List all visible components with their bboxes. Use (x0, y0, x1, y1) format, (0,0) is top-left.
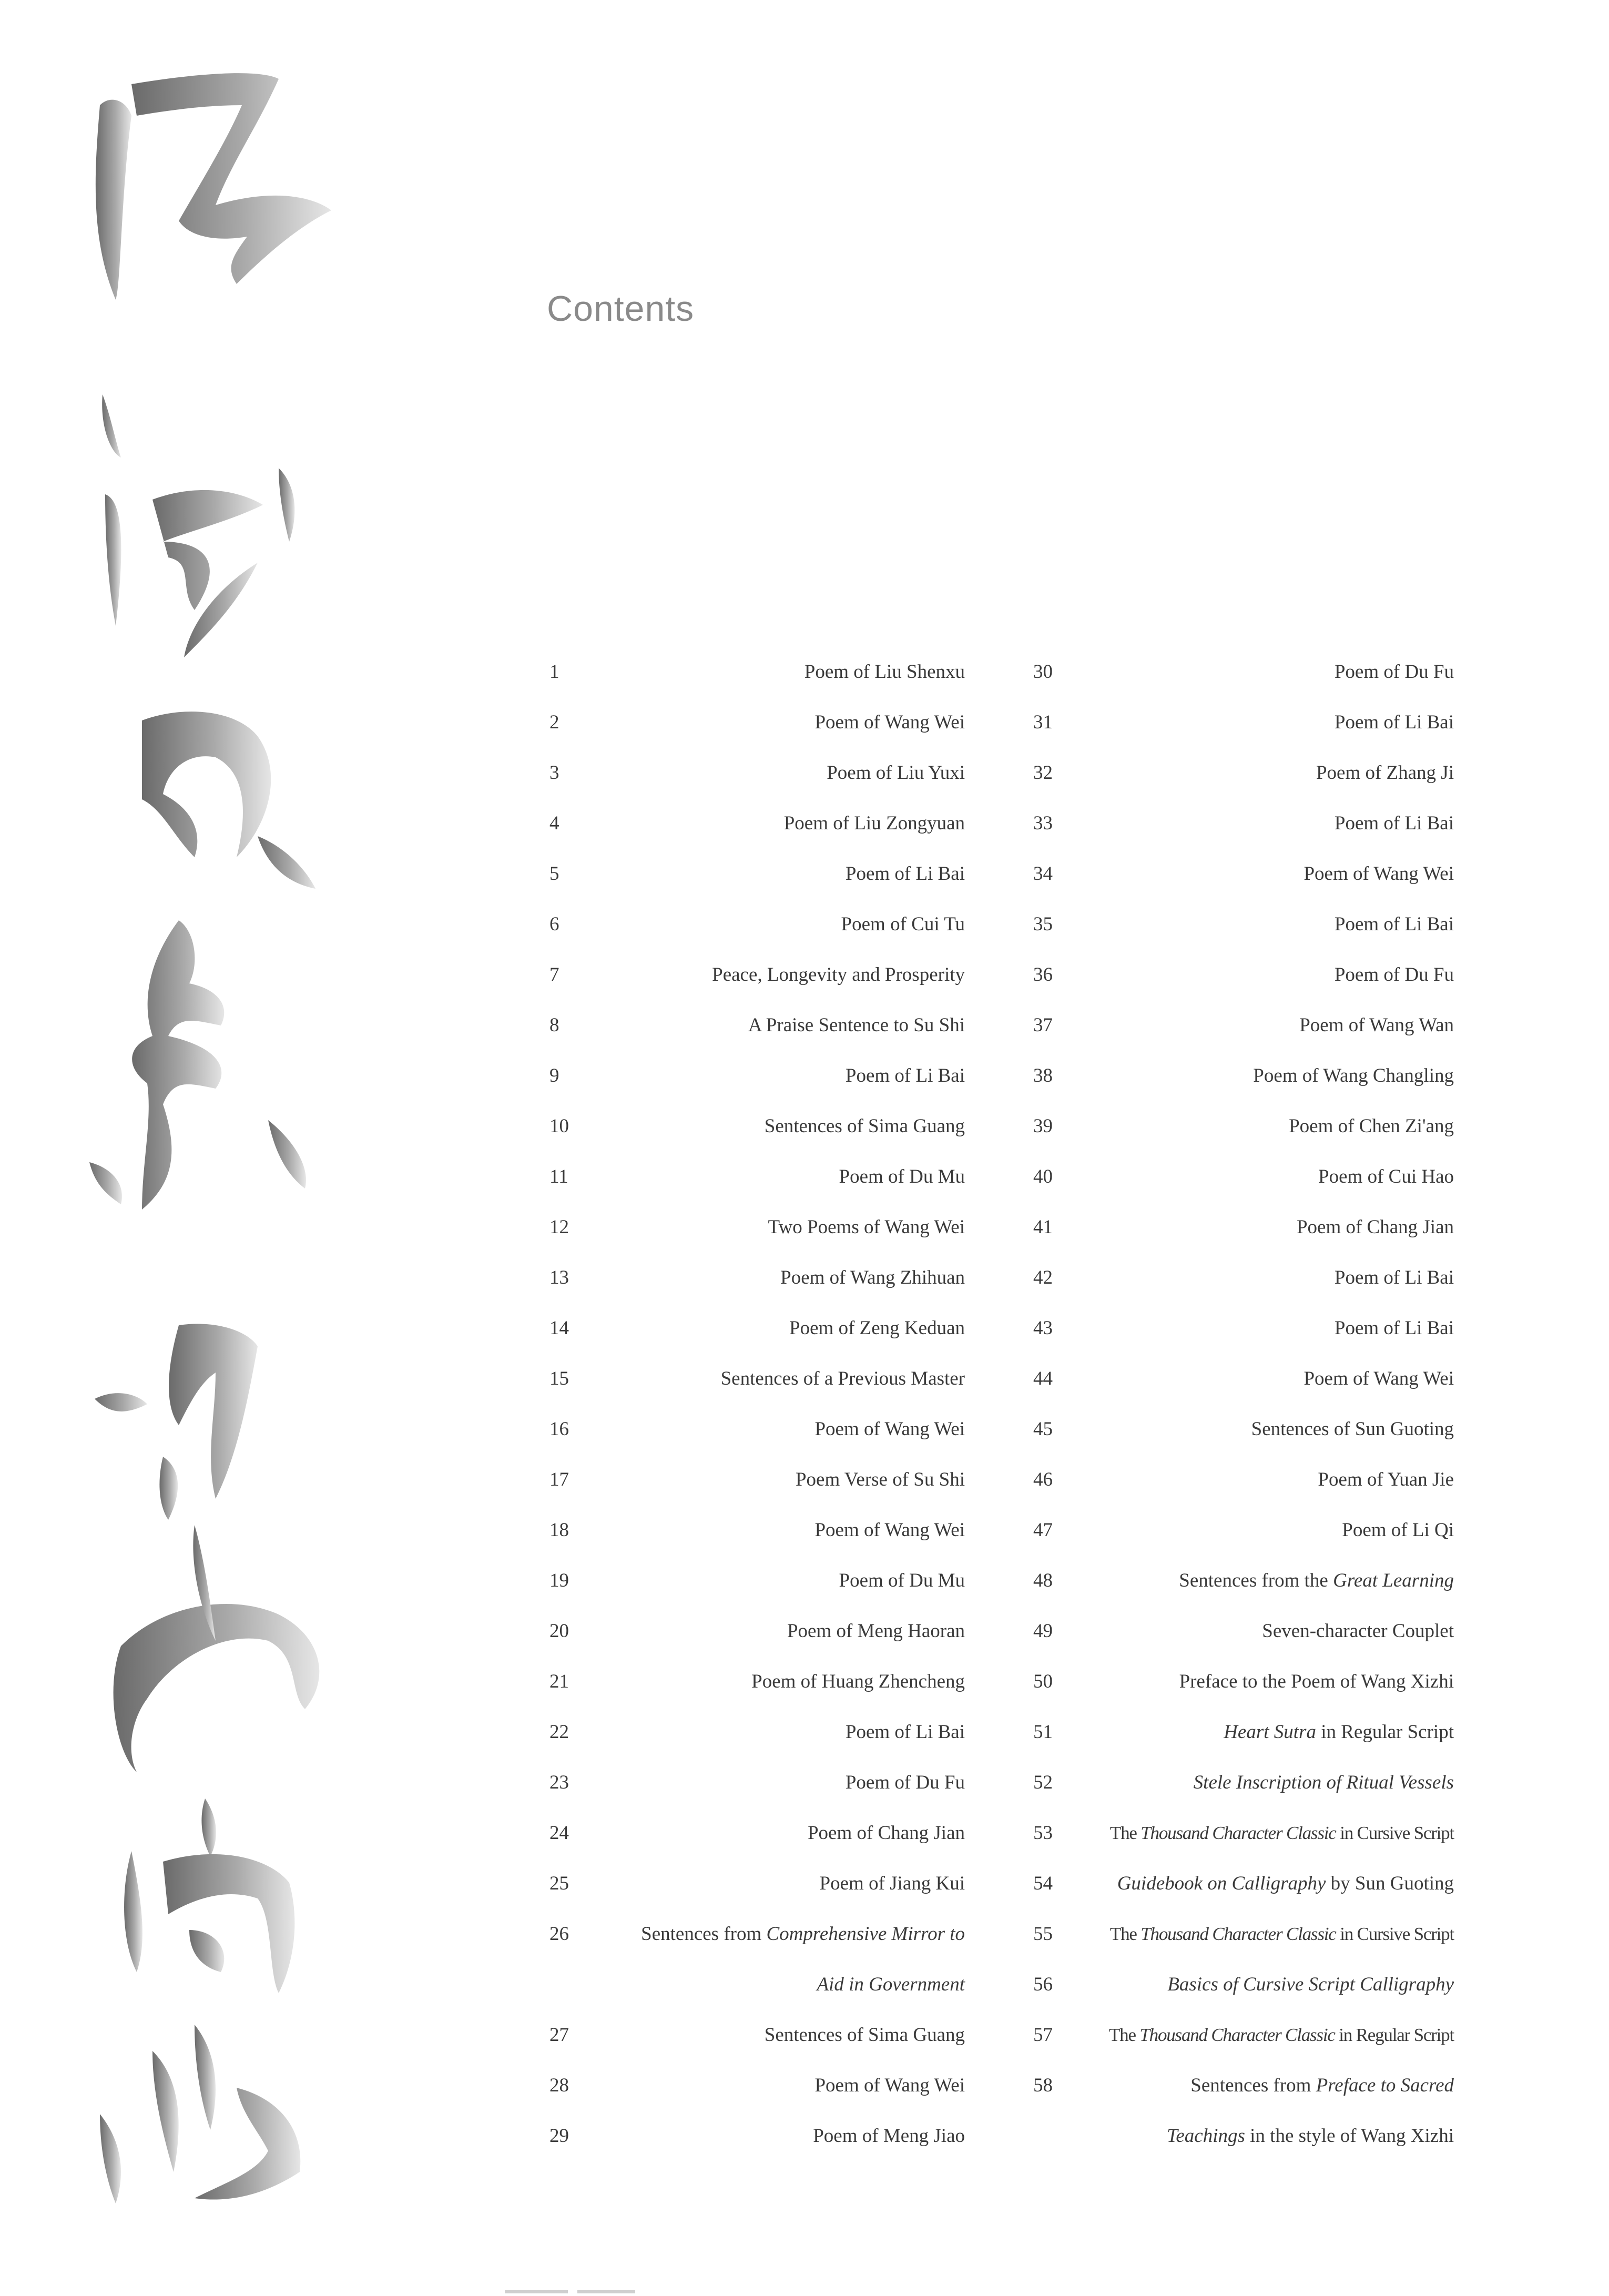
toc-entry-number: 47 (1033, 1519, 1053, 1541)
toc-title-italic: Teachings (1167, 2125, 1245, 2147)
toc-entry-title: Poem of Li Bai (1334, 712, 1454, 733)
toc-entry-number: 42 (1033, 1267, 1053, 1288)
toc-entry (1033, 899, 1454, 950)
toc-entry-title: Poem of Du Fu (1334, 964, 1454, 986)
toc-entry-number: 38 (1033, 1065, 1053, 1086)
toc-entry (549, 1202, 965, 1253)
toc-entry-title: Poem of Huang Zhencheng (751, 1671, 965, 1692)
toc-title-italic: Preface to Sacred (1316, 2075, 1454, 2096)
toc-entry-title: Poem of Wang Wei (814, 2075, 965, 2096)
toc-entry (549, 849, 965, 899)
toc-entry (549, 1253, 965, 1303)
toc-entry (549, 1657, 965, 1707)
toc-entry-title: Poem of Liu Shenxu (804, 661, 965, 683)
toc-entry (549, 2111, 965, 2161)
toc-entry-number: 24 (549, 1822, 569, 1844)
toc-entry (549, 1101, 965, 1152)
toc-title-italic: Aid in Government (817, 1974, 965, 1995)
toc-entry-title (1194, 1757, 1454, 1808)
toc-entry (1033, 1606, 1454, 1657)
toc-entry-title: Poem of Wang Changling (1253, 1065, 1454, 1086)
toc-entry-number: 28 (549, 2075, 569, 2096)
toc-entry-title: Seven-character Couplet (1262, 1620, 1454, 1642)
toc-entry-number: 50 (1033, 1671, 1053, 1692)
page-title: Contents (547, 289, 695, 329)
toc-entry-number: 15 (549, 1368, 569, 1389)
calligraphy-artwork (58, 37, 352, 2235)
toc-entry-number: 34 (1033, 863, 1053, 885)
toc-entry-title: A Praise Sentence to Su Shi (748, 1014, 965, 1036)
toc-entry (1033, 1354, 1454, 1404)
toc-entry-number: 22 (549, 1721, 569, 1743)
toc-entry (1033, 1858, 1454, 1909)
toc-entry-title: Poem Verse of Su Shi (795, 1469, 965, 1490)
toc-entry (1033, 1253, 1454, 1303)
toc-entry-number: 20 (549, 1620, 569, 1642)
toc-title-italic: Thousand Character Classic (1140, 1823, 1336, 1843)
toc-entry (1033, 1959, 1454, 2010)
toc-entry-title: Poem of Du Fu (1334, 661, 1454, 683)
toc-entry (549, 1505, 965, 1556)
toc-entry-number: 25 (549, 1873, 569, 1894)
toc-entry (549, 899, 965, 950)
toc-entry-title: Sentences of Sun Guoting (1251, 1418, 1454, 1440)
toc-entry-title (1117, 1858, 1454, 1909)
toc-entry-number: 7 (549, 964, 559, 986)
toc-title-text: The (1109, 2025, 1140, 2045)
toc-entry (1033, 2060, 1454, 2111)
toc-entry (1033, 2111, 1454, 2161)
toc-entry-number: 57 (1033, 2024, 1053, 2046)
toc-entry-number: 17 (549, 1469, 569, 1490)
toc-title-text: in the style of Wang Xizhi (1245, 2125, 1454, 2147)
toc-entry (1033, 1808, 1454, 1858)
toc-entry (1033, 1404, 1454, 1455)
toc-entry (549, 1051, 965, 1101)
toc-entry-number: 9 (549, 1065, 559, 1086)
toc-entry-title: Poem of Li Bai (845, 1065, 965, 1086)
toc-entry (549, 1152, 965, 1202)
toc-entry-title: Poem of Cui Tu (841, 913, 965, 935)
toc-title-text: Sentences from the (1179, 1570, 1333, 1591)
toc-entry (1033, 1051, 1454, 1101)
toc-entry-title: Peace, Longevity and Prosperity (712, 964, 965, 986)
toc-entry-number: 36 (1033, 964, 1053, 986)
toc-entry-number: 53 (1033, 1822, 1053, 1844)
toc-entry (1033, 1000, 1454, 1051)
toc-entry-number: 54 (1033, 1873, 1053, 1894)
toc-entry-title (817, 1959, 965, 2010)
toc-entry-number: 43 (1033, 1317, 1053, 1339)
toc-entry-title: Two Poems of Wang Wei (768, 1216, 965, 1238)
toc-entry-title: Poem of Li Bai (1334, 1317, 1454, 1339)
toc-entry (549, 1808, 965, 1858)
toc-entry-number: 32 (1033, 762, 1053, 784)
toc-entry-title (1110, 1909, 1454, 1959)
toc-entry-number: 40 (1033, 1166, 1053, 1187)
toc-entry (1033, 748, 1454, 798)
toc-entry-title: Poem of Chang Jian (807, 1822, 965, 1844)
toc-entry-title: Poem of Yuan Jie (1318, 1469, 1454, 1490)
toc-entry (549, 1000, 965, 1051)
toc-entry (549, 950, 965, 1000)
toc-entry (549, 1909, 965, 1959)
toc-title-italic: Great Learning (1333, 1570, 1454, 1591)
toc-entry-number: 44 (1033, 1368, 1053, 1389)
toc-entry (549, 1757, 965, 1808)
toc-entry-number: 19 (549, 1570, 569, 1591)
toc-entry (1033, 950, 1454, 1000)
toc-entry (1033, 1757, 1454, 1808)
toc-entry-number: 41 (1033, 1216, 1053, 1238)
toc-entry (549, 1959, 965, 2010)
toc-entry-title: Poem of Du Mu (839, 1166, 965, 1187)
toc-entry-number: 2 (549, 712, 559, 733)
toc-title-text: The (1109, 1924, 1141, 1944)
toc-entry (549, 1707, 965, 1757)
toc-entry (1033, 1202, 1454, 1253)
toc-entry (1033, 1909, 1454, 1959)
toc-entry-title: Poem of Li Bai (845, 863, 965, 885)
toc-entry-number: 58 (1033, 2075, 1053, 2096)
toc-entry-title (1110, 1808, 1454, 1858)
toc-entry-title: Poem of Liu Zongyuan (783, 812, 965, 834)
toc-entry-number: 5 (549, 863, 559, 885)
toc-right-column (1033, 647, 1454, 2161)
toc-entry-title: Poem of Jiang Kui (819, 1873, 965, 1894)
toc-entry-number: 8 (549, 1014, 559, 1036)
toc-entry (549, 2060, 965, 2111)
toc-entry-number: 48 (1033, 1570, 1053, 1591)
toc-entry-title: Sentences of a Previous Master (720, 1368, 965, 1389)
toc-title-italic: Comprehensive Mirror to (766, 1923, 965, 1945)
toc-entry-number: 49 (1033, 1620, 1053, 1642)
toc-entry-number: 35 (1033, 913, 1053, 935)
toc-title-text: in Cursive Script (1336, 1924, 1454, 1944)
toc-entry-title: Poem of Liu Yuxi (827, 762, 965, 784)
toc-entry (549, 697, 965, 748)
toc-entry-number: 45 (1033, 1418, 1053, 1440)
toc-entry-title: Poem of Li Qi (1342, 1519, 1454, 1541)
toc-entry-number: 12 (549, 1216, 569, 1238)
toc-title-text: Sentences from (641, 1923, 767, 1945)
toc-title-text: in Regular Script (1335, 2025, 1454, 2045)
toc-entry-title: Poem of Du Mu (839, 1570, 965, 1591)
toc-entry (1033, 1657, 1454, 1707)
toc-entry-title (1109, 2010, 1454, 2060)
toc-entry-title: Poem of Wang Wei (814, 1418, 965, 1440)
footer-decoration (505, 2287, 652, 2291)
toc-entry-title: Poem of Meng Jiao (813, 2125, 965, 2147)
toc-entry-number: 23 (549, 1772, 569, 1793)
toc-entry (549, 1858, 965, 1909)
toc-title-text: by Sun Guoting (1326, 1873, 1454, 1894)
toc-title-italic: Guidebook on Calligraphy (1117, 1873, 1326, 1894)
toc-entry-number: 13 (549, 1267, 569, 1288)
toc-entry-number: 30 (1033, 661, 1053, 683)
toc-entry-title: Poem of Li Bai (1334, 913, 1454, 935)
toc-entry-title: Poem of Meng Haoran (787, 1620, 965, 1642)
toc-title-italic: Basics of Cursive Script Calligraphy (1167, 1974, 1454, 1995)
toc-entry-title (641, 1909, 965, 1959)
toc-entry (549, 1354, 965, 1404)
toc-entry-title: Poem of Cui Hao (1318, 1166, 1454, 1187)
toc-entry-title: Poem of Wang Wei (814, 1519, 965, 1541)
toc-entry (549, 1303, 965, 1354)
toc-entry (1033, 798, 1454, 849)
toc-entry-number: 51 (1033, 1721, 1053, 1743)
toc-entry-title (1167, 1959, 1454, 2010)
toc-entry (1033, 849, 1454, 899)
toc-entry-title: Poem of Wang Zhihuan (780, 1267, 965, 1288)
toc-entry-number: 56 (1033, 1974, 1053, 1995)
toc-entry (549, 748, 965, 798)
toc-entry-number: 26 (549, 1923, 569, 1945)
toc-entry-title: Poem of Chang Jian (1296, 1216, 1454, 1238)
toc-entry-title (1224, 1707, 1454, 1757)
toc-title-italic: Heart Sutra (1224, 1721, 1316, 1743)
toc-entry (1033, 1556, 1454, 1606)
toc-title-italic: Thousand Character Classic (1139, 2025, 1335, 2045)
toc-entry (549, 2010, 965, 2060)
toc-entry (1033, 1707, 1454, 1757)
toc-entry (549, 1606, 965, 1657)
toc-entry-title: Sentences of Sima Guang (764, 2024, 965, 2046)
toc-entry-title: Poem of Li Bai (1334, 812, 1454, 834)
toc-entry-title: Poem of Chen Zi'ang (1289, 1115, 1454, 1137)
toc-title-italic: Thousand Character Classic (1140, 1924, 1336, 1944)
toc-entry-number: 21 (549, 1671, 569, 1692)
toc-entry (549, 647, 965, 697)
toc-entry-title: Poem of Zeng Keduan (789, 1317, 965, 1339)
toc-entry (549, 1556, 965, 1606)
toc-entry-number: 6 (549, 913, 559, 935)
toc-title-text: in Cursive Script (1336, 1823, 1454, 1843)
toc-entry-number: 52 (1033, 1772, 1053, 1793)
toc-entry-number: 4 (549, 812, 559, 834)
toc-entry-number: 3 (549, 762, 559, 784)
toc-entry-title: Poem of Zhang Ji (1316, 762, 1454, 784)
toc-entry-number: 31 (1033, 712, 1053, 733)
toc-entry (1033, 1152, 1454, 1202)
toc-entry-title (1179, 1556, 1454, 1606)
toc-entry (1033, 647, 1454, 697)
toc-entry (549, 1455, 965, 1505)
toc-entry-title: Sentences of Sima Guang (764, 1115, 965, 1137)
toc-entry-title: Poem of Li Bai (1334, 1267, 1454, 1288)
toc-entry (1033, 1303, 1454, 1354)
toc-entry-number: 55 (1033, 1923, 1053, 1945)
toc-entry-title: Poem of Du Fu (845, 1772, 965, 1793)
toc-entry-number: 29 (549, 2125, 569, 2147)
toc-entry (1033, 2010, 1454, 2060)
toc-entry-number: 39 (1033, 1115, 1053, 1137)
toc-title-italic: Stele Inscription of Ritual Vessels (1193, 1772, 1454, 1793)
toc-entry (1033, 1505, 1454, 1556)
toc-entry-number: 14 (549, 1317, 569, 1339)
toc-title-text: Sentences from (1190, 2075, 1316, 2096)
toc-entry-number: 18 (549, 1519, 569, 1541)
toc-entry-number: 16 (549, 1418, 569, 1440)
toc-entry-title: Poem of Wang Wei (1304, 1368, 1454, 1389)
toc-entry-number: 11 (549, 1166, 568, 1187)
toc-left-column (549, 647, 965, 2161)
toc-entry-title (1167, 2111, 1454, 2161)
toc-entry-number: 1 (549, 661, 559, 683)
toc-title-text: in Regular Script (1316, 1721, 1454, 1743)
toc-entry-title: Poem of Wang Wei (1304, 863, 1454, 885)
toc-entry (549, 1404, 965, 1455)
toc-entry (1033, 1101, 1454, 1152)
toc-entry-title: Poem of Wang Wan (1299, 1014, 1454, 1036)
toc-entry-title: Poem of Wang Wei (814, 712, 965, 733)
toc-entry-title: Poem of Li Bai (845, 1721, 965, 1743)
toc-title-text: The (1109, 1823, 1141, 1843)
toc-entry-number: 10 (549, 1115, 569, 1137)
toc-entry (549, 798, 965, 849)
toc-entry-title (1190, 2060, 1454, 2111)
toc-entry-title: Preface to the Poem of Wang Xizhi (1179, 1671, 1454, 1692)
toc-entry-number: 46 (1033, 1469, 1053, 1490)
toc-entry-number: 37 (1033, 1014, 1053, 1036)
toc-entry-number: 33 (1033, 812, 1053, 834)
toc-entry (1033, 1455, 1454, 1505)
toc-entry-number: 27 (549, 2024, 569, 2046)
toc-entry (1033, 697, 1454, 748)
